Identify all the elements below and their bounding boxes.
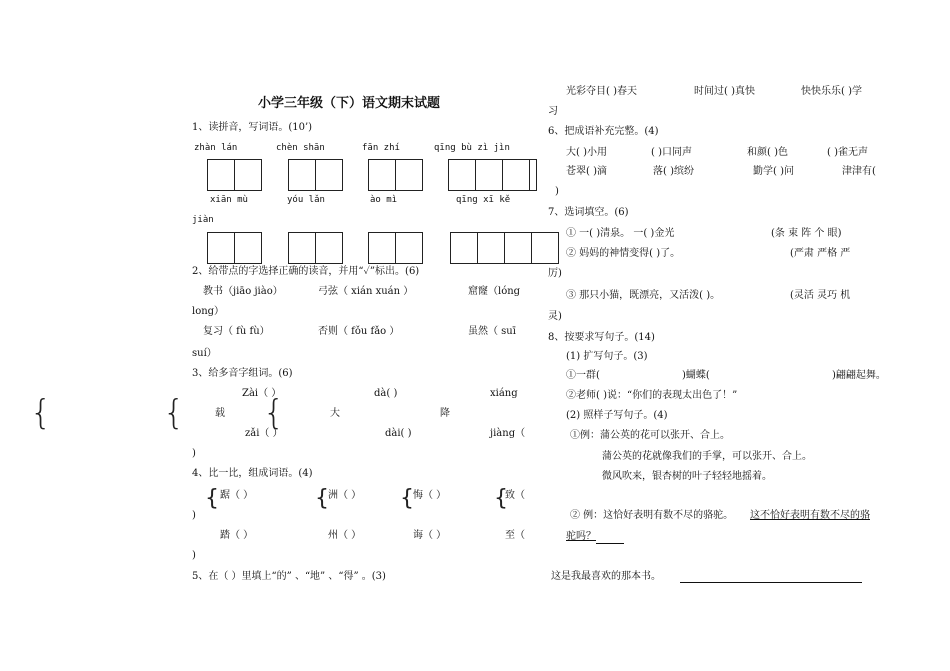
q1-heading: 1、读拼音，写词语。(10’) xyxy=(192,122,313,133)
q3-tail: ) xyxy=(192,448,196,459)
q4-zhi-to[interactable]: 至（ xyxy=(505,530,525,541)
q4-tail: ) xyxy=(192,550,196,561)
q6-item[interactable]: ( )雀无声 xyxy=(827,147,868,158)
q2-item-suiran[interactable]: 虽然（ suī xyxy=(468,326,516,337)
brace-icon: { xyxy=(263,393,285,433)
q7-options-2: (严肃 严格 严 xyxy=(790,248,851,259)
q7-item-2[interactable]: ② 妈妈的神情变得( )了。 xyxy=(566,248,681,259)
example-2-answer: 这不恰好表明有数不尽的骆 xyxy=(750,510,870,521)
q5-tail: 习 xyxy=(548,106,558,117)
writing-grid[interactable] xyxy=(450,232,559,264)
q7-heading: 7、选词填空。(6) xyxy=(548,207,629,218)
q4-tail: ) xyxy=(192,510,196,521)
writing-grid[interactable] xyxy=(368,232,423,264)
q6-heading: 6、把成语补充完整。(4) xyxy=(548,126,659,137)
q3-xiang: xiáng xyxy=(490,388,518,399)
brace-icon: { xyxy=(163,393,185,433)
q4-zhou-water[interactable]: 洲（ ） xyxy=(328,490,362,501)
q8-sub2: (2) 照样子写句子。(4) xyxy=(566,410,668,421)
q8-a-part2[interactable]: )蝴蝶( xyxy=(682,370,710,381)
q2-item-jiaoshu[interactable]: 教书（jiāo jiào） xyxy=(203,286,283,297)
q6-item[interactable]: 和颜( )色 xyxy=(747,147,788,158)
last-sentence: 这是我最喜欢的那本书。 xyxy=(551,571,661,582)
q4-hui-regret[interactable]: 悔（ ） xyxy=(413,490,447,501)
writing-grid[interactable] xyxy=(368,159,423,191)
example-2-answer-tail: 驼吗？ xyxy=(566,531,596,542)
q2-tail: suí） xyxy=(192,348,217,359)
writing-grid[interactable] xyxy=(207,159,262,191)
q5-item-guangcai[interactable]: 光彩夺目( )春天 xyxy=(566,86,637,97)
q3-zai-upper[interactable]: Zài（ ） xyxy=(242,388,282,399)
q7-tail-2: 厉) xyxy=(548,268,562,279)
q6-item[interactable]: 苍翠( )滴 xyxy=(566,166,607,177)
q3-heading: 3、给多音字组词。(6) xyxy=(192,368,293,379)
answer-line[interactable] xyxy=(680,582,862,583)
q4-ta[interactable]: 踏（ ） xyxy=(220,530,254,541)
q7-options-3: (灵活 灵巧 机 xyxy=(790,290,851,301)
brace-icon: { xyxy=(494,486,508,511)
brace-icon: { xyxy=(30,393,52,433)
pinyin-qingxikejian: qīng xī kě xyxy=(456,195,511,205)
writing-grid[interactable] xyxy=(288,232,343,264)
q2-tail: long） xyxy=(192,306,225,317)
q6-item[interactable]: ( )口同声 xyxy=(651,147,692,158)
q8-heading: 8、按要求写句子。(14) xyxy=(548,332,655,343)
brace-icon: { xyxy=(400,486,414,511)
pinyin-qingbuzijin: qīng bù zì jìn xyxy=(434,143,510,153)
q6-item[interactable]: 落( )缤纷 xyxy=(653,166,694,177)
q4-hui-teach[interactable]: 诲（ ） xyxy=(413,530,447,541)
pinyin-fanzhi: fān zhí xyxy=(362,143,400,153)
example-1-answer: 蒲公英的花就像我们的手掌，可以张开、合上。 xyxy=(602,451,812,462)
brace-icon: { xyxy=(205,486,219,511)
pinyin-xianmu: xiān mù xyxy=(210,195,248,205)
q4-zhou-state[interactable]: 州（ ） xyxy=(328,530,362,541)
pinyin-aomi: ào mì xyxy=(370,195,398,205)
q5-item-kuaikuai[interactable]: 快快乐乐( )学 xyxy=(801,86,862,97)
q4-heading: 4、比一比，组成词语。(4) xyxy=(192,468,313,479)
q3-char-zai: 载 xyxy=(215,408,225,419)
q3-da-upper[interactable]: dà( ) xyxy=(374,388,398,399)
q3-dai-lower[interactable]: dài( ) xyxy=(385,428,412,439)
q5-item-shijian[interactable]: 时间过( )真快 xyxy=(694,86,755,97)
q2-heading: 2、给带点的字选择正确的读音，并用“✓”标出。(6) xyxy=(192,266,420,277)
answer-line[interactable] xyxy=(596,543,624,544)
q2-item-gongxian[interactable]: 弓弦（ xián xuán ） xyxy=(318,286,414,297)
example-1: ①例：蒲公英的花可以张开、合上。 xyxy=(570,430,730,441)
writing-grid[interactable] xyxy=(207,232,262,264)
q6-item[interactable]: 津津有( xyxy=(842,166,876,177)
q4-zhi-send[interactable]: 致（ xyxy=(505,490,525,501)
q2-item-fouze[interactable]: 否则（ fǒu fǎo ） xyxy=(318,326,400,337)
q3-zai-lower[interactable]: zǎi（ ） xyxy=(245,428,283,439)
writing-grid[interactable] xyxy=(288,159,343,191)
q3-char-jiang: 降 xyxy=(440,408,450,419)
pinyin-youlan: yóu lǎn xyxy=(287,195,325,205)
writing-grid[interactable] xyxy=(448,159,537,191)
q6-tail: ) xyxy=(555,186,559,197)
q2-item-fuxi[interactable]: 复习（ fù fù） xyxy=(203,326,270,337)
q8-b[interactable]: ②老师( )说：“你们的表现太出色了！” xyxy=(566,390,738,401)
example-1-task: 微风吹来，银杏树的叶子轻轻地摇着。 xyxy=(602,471,772,482)
page-title: 小学三年级（下）语文期末试题 xyxy=(258,96,441,111)
q7-item-3[interactable]: ③ 那只小猫，既漂亮，又活泼( )。 xyxy=(566,290,721,301)
q2-item-kulong[interactable]: 窟窿（lóng xyxy=(468,286,521,297)
q6-item[interactable]: 勤学( )问 xyxy=(753,166,794,177)
pinyin-chenshan: chèn shān xyxy=(276,143,325,153)
example-2: ② 例：这恰好表明有数不尽的骆驼。 xyxy=(570,510,734,521)
q7-item-1[interactable]: ① 一( )清泉。 一( )金光 xyxy=(566,228,675,239)
q6-item[interactable]: 大( )小用 xyxy=(566,147,607,158)
q8-sub1: (1) 扩写句子。(3) xyxy=(566,351,648,362)
q8-a-part1: ①一群( xyxy=(566,370,600,381)
q7-tail-3: 灵) xyxy=(548,311,562,322)
brace-icon: { xyxy=(315,486,329,511)
q3-char-da: 大 xyxy=(330,408,340,419)
q3-jiang-lower[interactable]: jiàng（ xyxy=(490,428,526,439)
pinyin-jian: jiàn xyxy=(192,215,214,225)
pinyin-zhanlan: zhàn lán xyxy=(194,143,238,153)
q5-heading: 5、在（ ）里填上“的” 、“地” 、“得” 。(3) xyxy=(192,571,386,582)
q4-ju[interactable]: 踞（ ） xyxy=(220,490,254,501)
q8-a-part3: )翩翩起舞。 xyxy=(832,370,886,381)
q7-options-1: (条 束 阵 个 眼) xyxy=(771,228,842,239)
